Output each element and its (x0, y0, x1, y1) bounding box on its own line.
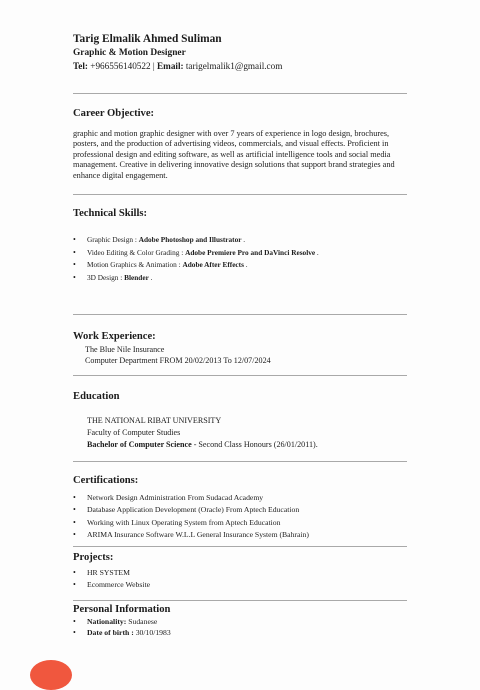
divider (73, 194, 407, 195)
education-heading: Education (73, 391, 120, 402)
work-detail: Computer Department FROM 20/02/2013 To 12/07/2024 (85, 356, 271, 365)
certification-item: • ARIMA Insurance Software W.L.L General Insurance System (Bahrain) (73, 529, 309, 541)
projects-list (73, 567, 150, 592)
skill-end: . (148, 272, 153, 282)
contact-line (73, 61, 282, 71)
phone-number: +966556140522 (90, 61, 151, 71)
project-item: • Ecommerce Website (73, 579, 150, 591)
divider (73, 375, 407, 376)
divider (73, 461, 407, 462)
dob-item (73, 628, 171, 639)
skill-item (73, 272, 319, 285)
skill-tools: Adobe Premiere Pro and DaVinci Resolve (185, 247, 316, 257)
work-company: The Blue Nile Insurance (85, 345, 165, 354)
divider (73, 600, 407, 601)
divider (73, 546, 407, 547)
candidate-name: Tarig Elmalik Ahmed Suliman (73, 33, 222, 45)
certifications-heading: Certifications: (73, 475, 139, 486)
work-heading: Work Experience: (73, 331, 156, 342)
nationality-value: Sudanese (126, 617, 158, 626)
nationality-item (73, 617, 171, 628)
skill-label: Motion Graphics & Animation : (87, 260, 183, 269)
skill-tools: Blender (124, 272, 149, 282)
personal-heading: Personal Information (73, 604, 171, 615)
certification-item: • Database Application Development (Oracle) From Aptech Education (73, 504, 309, 516)
email-label: Email: (157, 61, 184, 71)
skill-item (73, 247, 319, 260)
tel-label: Tel: (73, 61, 88, 71)
skill-label: Video Editing & Color Grading : (87, 247, 186, 257)
skills-heading: Technical Skills: (73, 208, 148, 219)
career-heading: Career Objective: (73, 108, 155, 119)
degree-name: Bachelor of Computer Science (87, 440, 192, 449)
certification-item: • Working with Linux Operating System from Aptech Education (73, 517, 309, 529)
degree-line (87, 440, 318, 449)
job-title: Graphic & Motion Designer (73, 48, 186, 58)
personal-list (73, 617, 171, 638)
project-item: • HR SYSTEM (73, 567, 150, 579)
career-text: graphic and motion graphic designer with over 7 years of experience in logo design, brochures, posters, and the production of advertising videos, commercials, and visual effects. Proficient in professional design and editing software, as well as artificial intelligence tools and social media management. Creative in delivering innovative design solutions that support brand strategies and enhance digital engagement. (73, 129, 395, 180)
skill-end: . (241, 235, 246, 244)
skill-label: 3D Design : (87, 272, 125, 282)
divider (73, 93, 407, 94)
certification-item: • Network Design Administration From Sudacad Academy (73, 492, 309, 504)
skill-end: . (315, 247, 319, 257)
divider (73, 314, 407, 315)
certifications-list (73, 492, 309, 541)
dob-value: 30/10/1983 (133, 627, 171, 637)
degree-details: - Second Class Honours (26/01/2011). (191, 440, 318, 449)
skill-tools: Adobe Photoshop and Illustrator (138, 235, 242, 244)
skill-item (73, 259, 319, 272)
contact-separator: | (150, 61, 158, 71)
dob-label: Date of birth : (87, 627, 134, 637)
email-address[interactable]: tarigelmalik1@gmail.com (185, 61, 283, 71)
projects-heading: Projects: (73, 552, 114, 563)
faculty-name: Faculty of Computer Studies (87, 428, 181, 437)
university-name: THE NATIONAL RIBAT UNIVERSITY (87, 416, 222, 425)
skills-list (73, 234, 319, 284)
floating-action-blob[interactable] (30, 660, 72, 690)
skill-end: . (243, 260, 248, 269)
nationality-label: Nationality: (87, 617, 127, 626)
skill-item (73, 234, 319, 247)
skill-tools: Adobe After Effects (182, 260, 244, 269)
skill-label: Graphic Design : (87, 235, 139, 244)
